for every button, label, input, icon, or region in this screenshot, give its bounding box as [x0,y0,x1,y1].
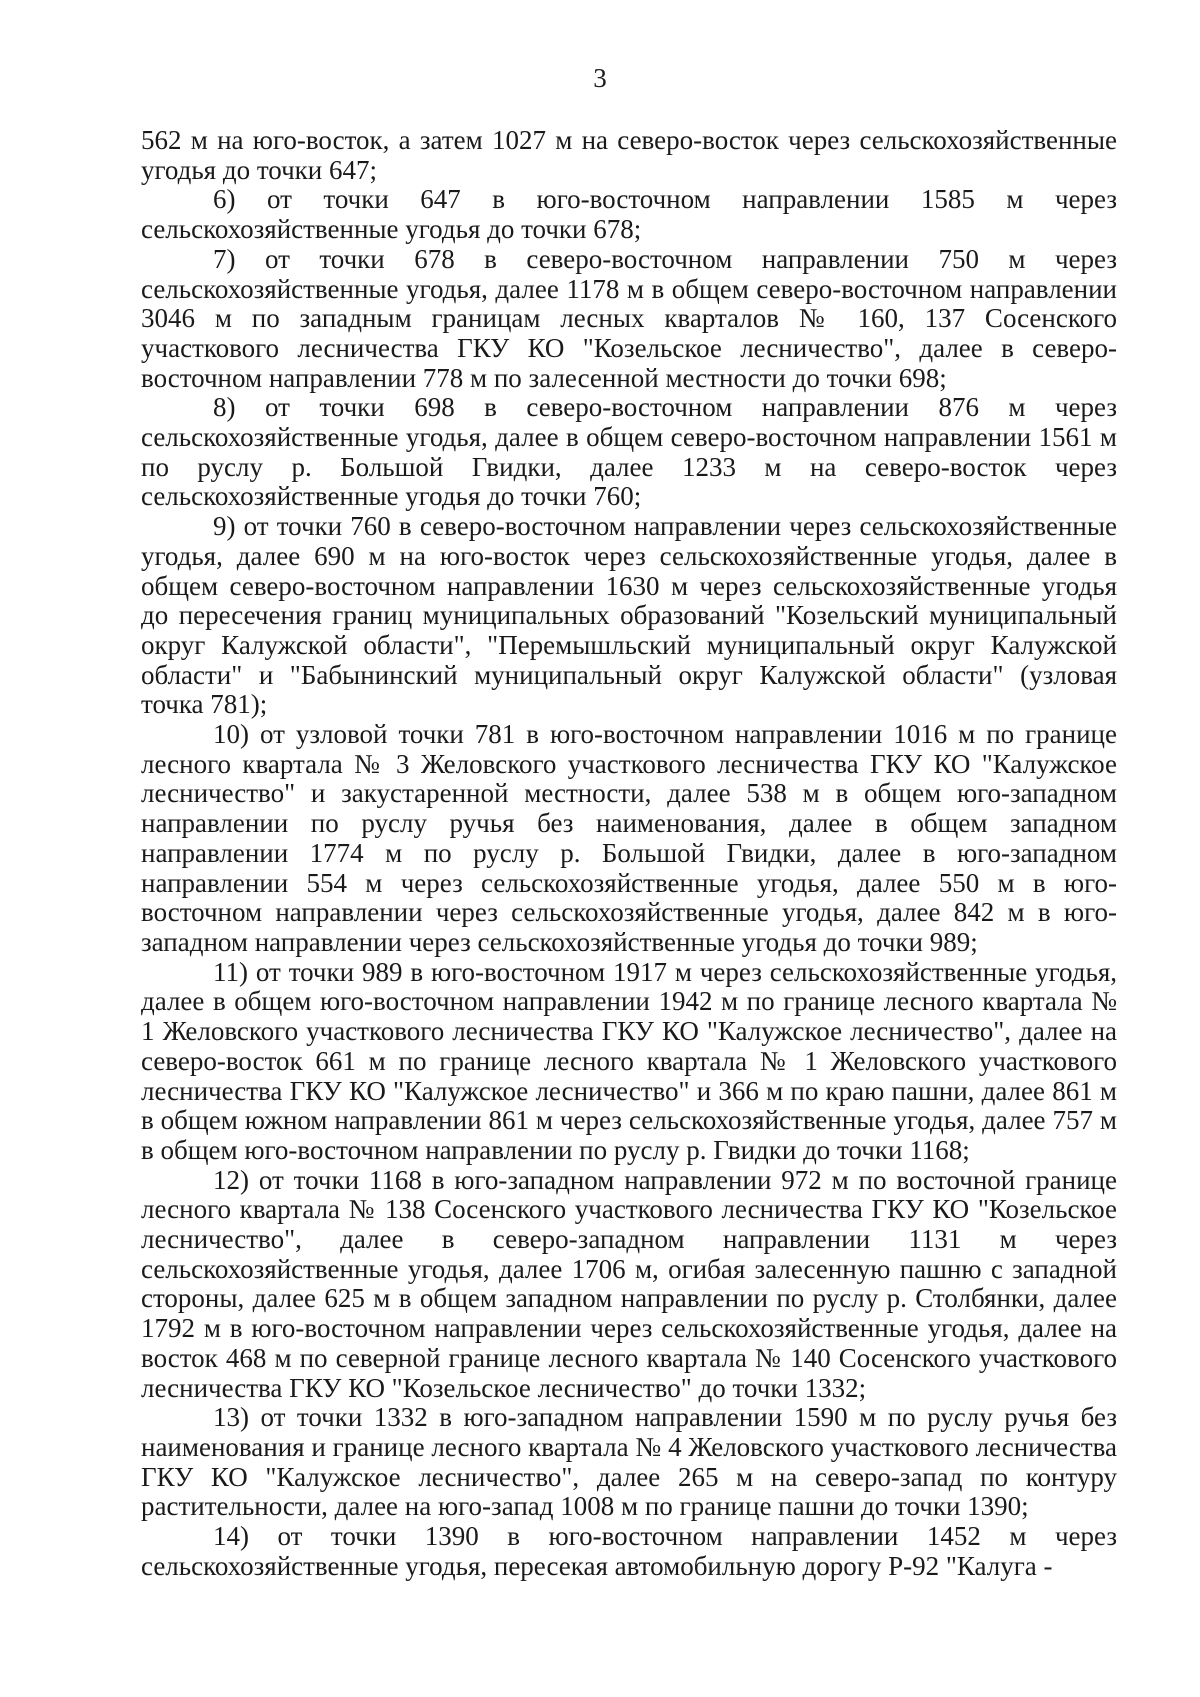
paragraph-item-7: 7) от точки 678 в северо-восточном направлении 750 м через сельскохозяйственные угодья, далее 1178 м в общем северо-восточном направлении 3046 м по западным границам лесных кварталов № 160, 137 Сосенского участкового лесничества ГКУ КО "Козельское лесничество", далее в северо-восточном направлении 778 м по залесенной местности до точки 698; [141,243,1117,393]
paragraph-item-13: 13) от точки 1332 в юго-западном направлении 1590 м по руслу ручья без наименования и границе лесного квартала № 4 Желовского участкового лесничества ГКУ КО "Калужское лесничество", далее 265 м на северо-запад по контуру растительности, далее на юго-запад 1008 м по границе пашни до точки 1390; [141,1402,1117,1522]
paragraph-item-9: 9) от точки 760 в северо-восточном направлении через сельскохозяйственные угодья, далее 690 м на юго-восток через сельскохозяйственные угодья, далее в общем северо-восточном направлении 1630 м через сельскохозяйственные угодья до пересечения границ муниципальных образований "Козельский муниципальный округ Калужской области", "Перемышльский муниципальный округ Калужской области" и "Бабынинский муниципальный округ Калужской области" (узловая точка 781); [141,511,1117,720]
paragraph-item-12: 12) от точки 1168 в юго-западном направлении 972 м по восточной границе лесного квартала № 138 Сосенского участкового лесничества ГКУ КО "Козельское лесничество", далее в северо-западном направлении 1131 м через сельскохозяйственные угодья, далее 1706 м, огибая залесенную пашню с западной стороны, далее 625 м в общем западном направлении по руслу р. Столбянки, далее 1792 м в юго-восточном направлении через сельскохозяйственные угодья, далее на восток 468 м по северной границе лесного квартала № 140 Сосенского участкового лесничества ГКУ КО "Козельское лесничество" до точки 1332; [141,1164,1117,1403]
paragraph-continuation: 562 м на юго-восток, а затем 1027 м на северо-восток через сельскохозяйственные угодья до точки 647; [141,125,1117,185]
paragraph-item-8: 8) от точки 698 в северо-восточном направлении 876 м через сельскохозяйственные угодья, далее в общем северо-восточном направлении 1561 м по руслу р. Большой Гвидки, далее 1233 м на северо-восток через сельскохозяйственные угодья до точки 760; [141,392,1117,512]
paragraph-item-11: 11) от точки 989 в юго-восточном 1917 м через сельскохозяйственные угодья, далее в общем юго-восточном направлении 1942 м по границе лесного квартала № 1 Желовского участкового лесничества ГКУ КО "Калужское лесничество", далее на северо-восток 661 м по границе лесного квартала № 1 Желовского участкового лесничества ГКУ КО "Калужское лесничество" и 366 м по краю пашни, далее 861 м в общем южном направлении 861 м через сельскохозяйственные угодья, далее 757 м в общем юго-восточном направлении по руслу р. Гвидки до точки 1168; [141,956,1117,1165]
paragraph-item-10: 10) от узловой точки 781 в юго-восточном направлении 1016 м по границе лесного квартала № 3 Желовского участкового лесничества ГКУ КО "Калужское лесничество" и закустаренной местности, далее 538 м в общем юго-западном направлении по руслу ручья без наименования, далее в общем западном направлении 1774 м по руслу р. Большой Гвидки, далее в юго-западном направлении 554 м через сельскохозяйственные угодья, далее 550 м в юго-восточном направлении через сельскохозяйственные угодья, далее 842 м в юго-западном направлении через сельскохозяйственные угодья до точки 989; [141,719,1117,957]
page-number: 3 [593,63,607,93]
paragraph-item-14: 14) от точки 1390 в юго-восточном направлении 1452 м через сельскохозяйственные угодья, пересекая автомобильную дорогу Р-92 "Калуга - [141,1521,1117,1581]
paragraph-item-6: 6) от точки 647 в юго-восточном направлении 1585 м через сельскохозяйственные угодья до точки 678; [141,184,1117,245]
document-body [141,126,1117,1581]
